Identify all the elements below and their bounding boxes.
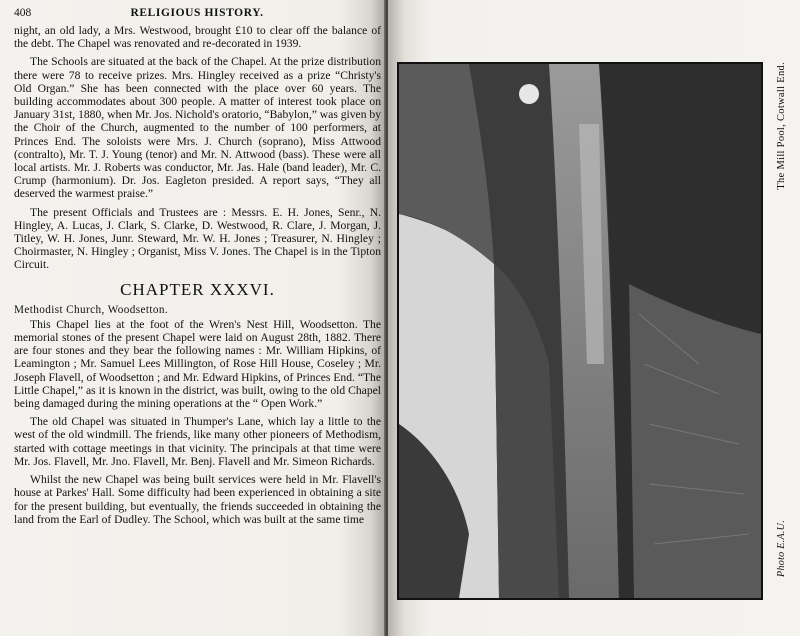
left-page <box>0 0 386 636</box>
page-number: 408 <box>14 7 32 19</box>
photo-credit-text: Photo E.A.U. <box>776 520 787 577</box>
paragraph: Whilst the new Chapel was being built services were held in Mr. Flavell's house at Parkes' Hall. Some difficulty had been experienced in obtaining a site for the present building, but eventually, the friends succeeded in obtaining the land from the Earl of Dudley. The School, which was built at the same time <box>14 473 381 526</box>
photo-caption <box>776 62 790 262</box>
section-heading: Methodist Church, Woodsetton. <box>14 303 169 316</box>
photo-caption-text: The Mill Pool, Cotwall End. <box>776 62 787 190</box>
photo-credit <box>776 520 790 596</box>
paragraph: night, an old lady, a Mrs. Westwood, brought £10 to clear off the balance of the debt. The Chapel was renovated and re-decorated in 1939. <box>14 24 381 51</box>
paragraph: The old Chapel was situated in Thumper's Lane, which lay a little to the west of the old windmill. The friends, like many other pioneers of Methodism, started with cottage meetings in that vicinity. The principals at that time were Mr. Jos. Flavell, Mr. Jno. Flavell, Mr. Benj. Flavell and Mr. Simeon Richards. <box>14 415 381 468</box>
photo-illustration <box>399 64 761 598</box>
chapter-heading: CHAPTER XXXVI. <box>120 279 275 299</box>
body-text <box>14 24 381 531</box>
running-head: RELIGIOUS HISTORY. <box>130 7 264 19</box>
photograph-mill-pool <box>397 62 763 600</box>
page-header <box>14 7 380 23</box>
paragraph: The Schools are situated at the back of the Chapel. At the prize distribution there were 78 to receive prizes. Mrs. Hingley received as a prize “Christy's Old Organ.” She has been connected with the place over 60 years. The building accommodates about 300 people. A matter of interest took place on January 31st, 1880, when Mr. Jos. Nichold's oratorio, “Babylon,” was given by the Choir of the Church, augmented to the number of 100 performers, at Princes End. The soloists were Mrs. J. Church (soprano), Miss Attwood (contralto), Mr. T. J. Young (tenor) and Mr. N. Attwood (bass). These were all local artists. Mr. J. Roberts was conductor, Mr. Jas. Hale (band leader), Mr. C. Crump (harmonium). Dr. Jos. Eagleton presided. A report says, “They all deserved the warmest praise.” <box>14 55 381 201</box>
paragraph: This Chapel lies at the foot of the Wren's Nest Hill, Woodsetton. The memorial stones of the present Chapel were laid on August 28th, 1882. There are four stones and they bear the following names : Mr. William Hipkins, of Leamington ; Mr. Samuel Lees Millington, of Rose Hill House, Coseley ; Mr. Joseph Flavell, of Woodsetton ; and Mr. Edward Hipkins, of Princes End. “The Little Chapel,” as it is known in the district, was built, owing to the old Chapel being damaged during the mining operations at the “ Open Work.” <box>14 317 381 411</box>
paragraph: The present Officials and Trustees are : Messrs. E. H. Jones, Senr., N. Hingley, A. Lucas, J. Clark, S. Clarke, D. Westwood, R. Clare, J. Morgan, J. Titley, W. H. Jones, Junr. Steward, Mr. W. H. Jones ; Treasurer, N. Hingley ; Choirmaster, N. Hingley ; Organist, Miss V. Jones. The Chapel is in the Tipton Circuit. <box>14 205 381 272</box>
